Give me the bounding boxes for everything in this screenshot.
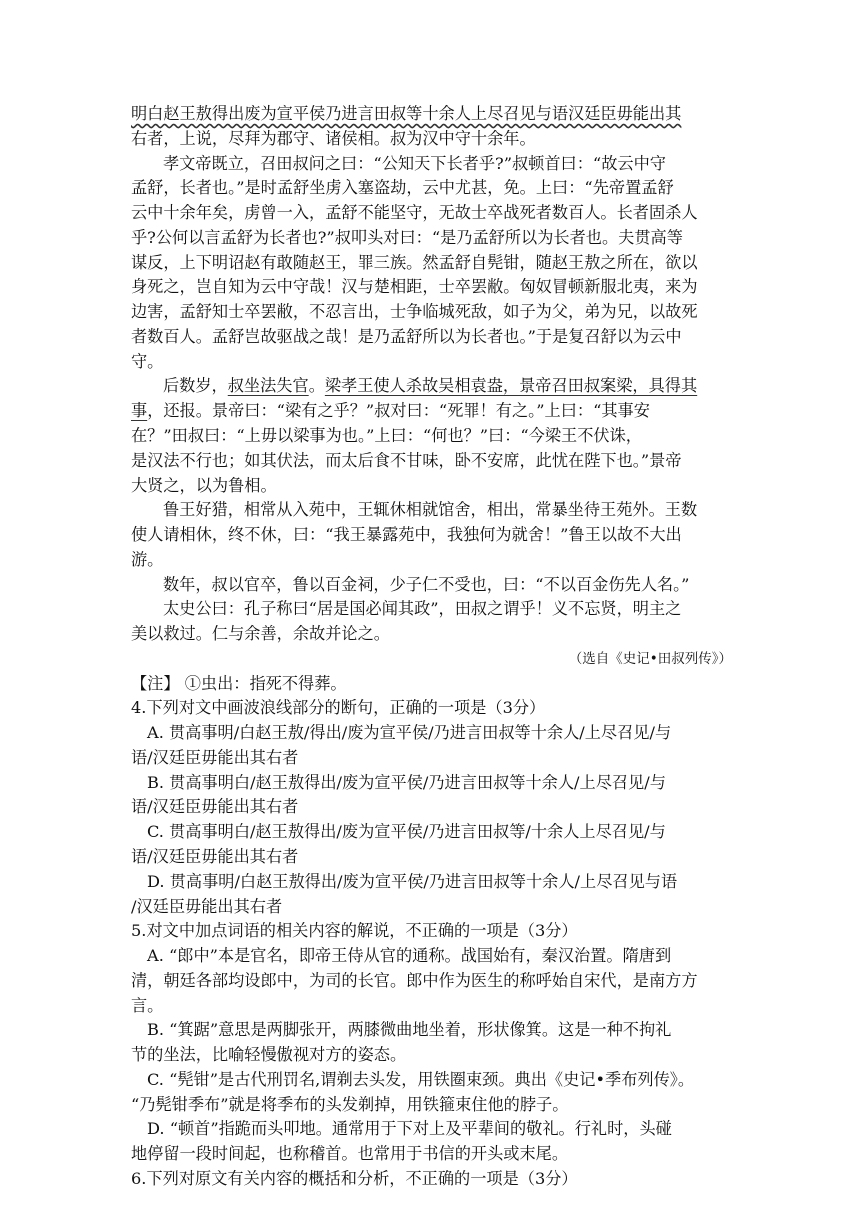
annotation-note: 【注】 ①虫出：指死不得葬。: [131, 673, 347, 693]
passage-line: 身死之，岂自知为云中守哉！汉与楚相距，士卒罢敝。匈奴冒顿新服北夷，来为: [131, 277, 698, 297]
passage-line: 孟舒，长者也。”是时孟舒坐虏入塞盗劫，云中尤甚，免。上曰：“先帝置孟舒: [131, 178, 674, 198]
question-stem: 6.下列对原文有关内容的概括和分析，不正确的一项是（3分）: [131, 1169, 578, 1188]
passage-line: [0, 400, 860, 422]
passage-line: 守。: [131, 351, 164, 371]
option-a-cont: 清，朝廷各部均设郎中，为司的长官。郎中作为医生的称呼始自宋代，是南方方: [131, 970, 698, 990]
passage-line: 使人请相休，终不休，曰：“我王暴露苑中，我独何为就舍！”鲁王以故不大出: [131, 525, 682, 545]
text-run: 。: [308, 376, 325, 396]
option-b: B. 贯高事明白/赵王敖得出/废为宣平侯/乃进言田叔等十余人/上尽召见/与: [147, 772, 666, 792]
option-c-cont: 语/汉廷臣毋能出其右者: [131, 847, 299, 867]
source-citation: （选自《史记•田叔列传》）: [568, 650, 732, 667]
underlined-text: 事: [131, 401, 148, 421]
option-d: D. “顿首”指跪而头叩地。通常用于下对上及平辈间的敬礼。行礼时，头碰: [147, 1119, 672, 1139]
option-d: D. 贯高事明/白赵王敖得出/废为宣平侯/乃进言田叔等十余人/上尽召见与语: [147, 871, 678, 891]
option-a-cont: 言。: [131, 995, 164, 1015]
option-b-cont: 语/汉廷臣毋能出其右者: [131, 797, 299, 817]
option-b: B. “箕踞”意思是两脚张开，两膝微曲地坐着，形状像箕。这是一种不拘礼: [147, 1020, 672, 1040]
passage-line: 乎?公何以言孟舒为长者也?”叔叩头对曰：“是乃孟舒所以为长者也。夫贯高等: [131, 227, 683, 247]
passage-line: 者数百人。孟舒岂故驱战之哉！是乃孟舒所以为长者也。”于是复召舒以为云中: [131, 326, 682, 346]
passage-line: 边害，孟舒知士卒罢敝，不忍言出，士争临城死敌，如子为父，弟为兄，以故死: [131, 302, 698, 322]
passage-line: 游。: [131, 549, 164, 569]
passage-line: 鲁王好猎，相常从入苑中，王辄休相就馆舍，相出，常暴坐待王苑外。王数: [163, 500, 698, 520]
passage-line: 太史公曰：孔子称曰“居是国必闻其政”，田叔之谓乎！义不忘贤，明主之: [163, 599, 682, 619]
option-c: C. 贯高事明白/赵王敖得出/废为宣平侯/乃进言田叔等/十余人上尽召见/与: [147, 822, 666, 842]
option-c: C. “髡钳”是古代刑罚名,谓剃去头发，用铁圈束颈。典出《史记•季布列传》。: [147, 1069, 695, 1089]
option-c-cont: “乃髡钳季布”就是将季布的头发剃掉，用铁箍束住他的脖子。: [131, 1094, 569, 1114]
question-stem: 5.对文中加点词语的相关内容的解说，不正确的一项是（3分）: [131, 921, 578, 941]
passage-line: 谋反，上下明诏赵有敢随赵王，罪三族。然孟舒自髡钳，随赵王敖之所在，欲以: [131, 252, 698, 272]
option-b-cont: 节的坐法，比喻轻慢傲视对方的姿态。: [131, 1045, 407, 1065]
passage-line: [0, 375, 860, 397]
option-d-cont: /汉廷臣毋能出其右者: [131, 896, 283, 916]
option-d-cont: 地停留一段时间起，也称稽首。也常用于书信的开头或末尾。: [131, 1144, 569, 1164]
passage-line: 美以救过。仁与余善，余故并论之。: [131, 624, 390, 644]
question-stem: 4.下列对文中画波浪线部分的断句，正确的一项是（3分）: [131, 698, 546, 718]
passage-line: 右者，上说，尽拜为郡守、诸侯相。叔为汉中守十余年。: [131, 128, 536, 148]
underlined-text: 叔坐法失官: [227, 376, 309, 396]
option-a-cont: 语/汉廷臣毋能出其右者: [131, 747, 299, 767]
text-run: ，还报。景帝曰：“梁有之乎？”叔对曰：“死罪！有之。”上曰：“其事安: [147, 401, 650, 421]
option-a: A. “郎中”本是官名，即帝王侍从官的通称。战国始有，秦汉治置。隋唐到: [147, 946, 672, 966]
passage-line-wavy: 明白赵王敖得出废为宣平侯乃进言田叔等十余人上尽召见与语汉廷臣毋能出其: [131, 104, 682, 123]
passage-line: 孝文帝既立，召田叔问之曰：“公知天下长者乎?”叔顿首曰：“故云中守: [163, 153, 666, 173]
passage-line: 大贤之，以为鲁相。: [131, 475, 277, 495]
passage-line: 是汉法不行也；如其伏法，而太后食不甘味，卧不安席，此忧在陛下也。”景帝: [131, 450, 682, 470]
passage-line: 数年，叔以官卒，鲁以百金祠，少子仁不受也，曰：“不以百金伤先人名。”: [163, 574, 690, 594]
passage-line: 在？”田叔曰：“上毋以梁事为也。”上曰：“何也？”曰：“今梁王不伏诛，: [131, 425, 642, 445]
underlined-text: 梁孝王使人杀故吴相袁盎，景帝召田叔案梁，具得其: [324, 376, 698, 396]
option-a: A. 贯高事明/白赵王敖/得出/废为宣平侯/乃进言田叔等十余人/上尽召见/与: [147, 723, 672, 743]
passage-line: 云中十余年矣，虏曾一入，孟舒不能坚守，无故士卒战死者数百人。长者固杀人: [131, 203, 698, 223]
text-run: 后数岁，: [163, 376, 228, 396]
